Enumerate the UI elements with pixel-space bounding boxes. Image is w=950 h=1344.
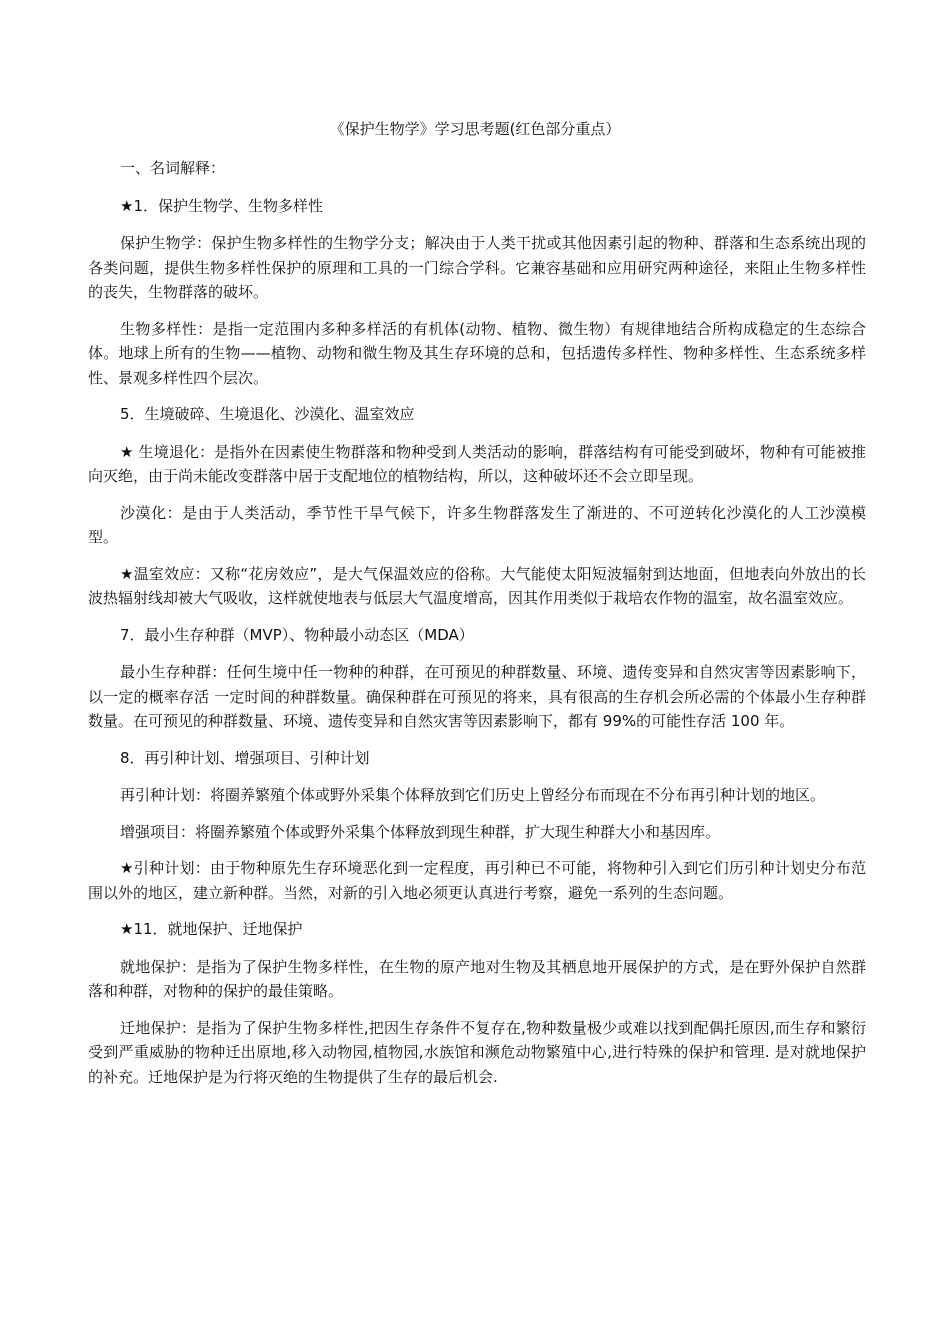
section-heading-definitions: 一、名词解释： — [120, 159, 226, 177]
definition-reintroduction: 再引种计划：将圈养繁殖个体或野外采集个体释放到它们历史上曾经分布而现在不分布再引种计划的地区。 — [120, 786, 826, 804]
term-heading-1: ★1．保护生物学、生物多样性 — [120, 196, 323, 215]
document-title: 《保护生物学》学习思考题(红色部分重点） — [329, 120, 621, 138]
term-heading-11: ★11．就地保护、迁地保护 — [120, 920, 303, 938]
definition-habitat-degradation: ★ 生境退化：是指外在因素使生物群落和物种受到人类活动的影响，群落结构有可能受到破坏，物种有可能被推向灭绝，由于尚未能改变群落中居于支配地位的植物结构，所以，这种破坏还不会立即呈现。 — [88, 442, 866, 485]
definition-desertification: 沙漠化：是由于人类活动，季节性干旱气候下，许多生物群落发生了渐进的、不可逆转化沙漠化的人工沙漠模型。 — [88, 503, 866, 546]
definition-conservation-biology: 保护生物学：保护生物多样性的生物学分支；解决由于人类干扰或其他因素引起的物种、群落和生态系统出现的各类问题，提供生物多样性保护的原理和工具的一门综合学科。它兼容基础和应用研究两种途径，来阻止生物多样性的丧失，生物群落的破坏。 — [88, 234, 866, 301]
term-heading-7: 7．最小生存种群（MVP）、物种最小动态区（MDA） — [120, 625, 474, 644]
definition-in-situ: 就地保护：是指为了保护生物多样性，在生物的原产地对生物及其栖息地开展保护的方式，是在野外保护自然群落和种群，对物种的保护的最佳策略。 — [88, 957, 866, 1000]
term-heading-5: 5．生境破碎、生境退化、沙漠化、温室效应 — [120, 405, 415, 423]
definition-ex-situ: 迁地保护：是指为了保护生物多样性,把因生存条件不复存在,物种数量极少或难以找到配偶托原因,而生存和繁衍受到严重威胁的物种迁出原地,移入动物园,植物园,水族馆和濒危动物繁殖中心,进行特殊的保护和管理. 是对就地保护的补充。迁地保护是为行将灭绝的生物提供了生存的最后机会. — [88, 1018, 866, 1086]
definition-greenhouse-effect: ★温室效应：又称“花房效应”，是大气保温效应的俗称。大气能使太阳短波辐射到达地面，但地表向外放出的长波热辐射线却被大气吸收，这样就使地表与低层大气温度增高，因其作用类似于栽培农作物的温室，故名温室效应。 — [88, 564, 866, 607]
term-heading-8: 8．再引种计划、增强项目、引种计划 — [120, 748, 370, 767]
definition-augmentation: 增强项目：将圈养繁殖个体或野外采集个体释放到现生种群，扩大现生种群大小和基因库。 — [120, 822, 721, 841]
document-body — [88, 156, 866, 1101]
definition-introduction: ★引种计划：由于物种原先生存环境恶化到一定程度，再引种已不可能，将物种引入到它们历引种计划史分布范围以外的地区，建立新种群。当然，对新的引入地必须更认真进行考察，避免一系列的生态问题。 — [88, 859, 866, 902]
definition-biodiversity: 生物多样性：是指一定范围内多种多样活的有机体(动物、植物、微生物）有规律地结合所构成稳定的生态综合体。地球上所有的生物——植物、动物和微生物及其生存环境的总和，包括遗传多样性、物种多样性、生态系统多样性、景观多样性四个层次。 — [88, 319, 866, 387]
definition-mvp: 最小生存种群：任何生境中任一物种的种群，在可预见的种群数量、环境、遗传变异和自然灾害等因素影响下，以一定的概率存活 一定时间的种群数量。确保种群在可预见的将来，具有很高的生存机会所必需的个体最小生存种群数量。在可预见的种群数量、环境、遗传变异和自然灾害等因素影响下，都有 99%的可能性存活 100 年。 — [88, 663, 866, 730]
